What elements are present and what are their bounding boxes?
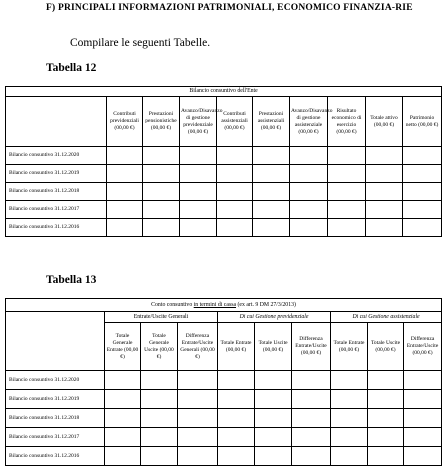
input-cell[interactable] [180,165,217,183]
input-cell[interactable] [105,428,141,447]
input-cell[interactable] [255,428,292,447]
col-header: Prestazioni assistenziali (00,00 €) [253,97,290,147]
col-header: Avanzo/Disavanzo di gestione previdenziale (00,00 €) [180,97,217,147]
input-cell[interactable] [290,147,328,165]
table-12-label: Tabella 12 [46,62,97,74]
input-cell[interactable] [143,219,180,237]
col-header: Totale Uscite (00,00 €) [255,323,292,371]
input-cell[interactable] [366,165,403,183]
input-cell[interactable] [143,165,180,183]
input-cell[interactable] [143,183,180,201]
input-cell[interactable] [368,371,404,390]
input-cell[interactable] [105,447,141,466]
input-cell[interactable] [178,390,218,409]
input-cell[interactable] [290,183,328,201]
input-cell[interactable] [328,165,366,183]
row-label: Bilancio consuntivo 31.12.2016 [6,219,107,237]
row-label: Bilancio consuntivo 31.12.2017 [6,428,105,447]
col-header: Avanzo/Disavanzo di gestione assistenziale (00,00 €) [290,97,328,147]
table-row [6,371,442,390]
input-cell[interactable] [107,201,143,219]
input-cell[interactable] [217,183,253,201]
input-cell[interactable] [217,165,253,183]
table-13 [5,298,442,466]
col-header: Risultato economico di esercizio (00,00 €) [328,97,366,147]
instruction-text: Compilare le seguenti Tabelle. [70,37,211,49]
input-cell[interactable] [404,447,442,466]
input-cell[interactable] [217,147,253,165]
table-13-title-pre: Conto consuntivo [151,301,194,308]
input-cell[interactable] [255,447,292,466]
col-header: Patrimonio netto (00,00 €) [403,97,442,147]
input-cell[interactable] [368,428,404,447]
input-cell[interactable] [253,219,290,237]
input-cell[interactable] [105,390,141,409]
table-12 [5,86,442,237]
input-cell[interactable] [331,447,368,466]
input-cell[interactable] [143,147,180,165]
input-cell[interactable] [366,201,403,219]
input-cell[interactable] [178,447,218,466]
row-label: Bilancio consuntivo 31.12.2018 [6,183,107,201]
col-header: Differenza Entrate/Uscite (00,00 €) [292,323,331,371]
input-cell[interactable] [141,390,178,409]
input-cell[interactable] [290,165,328,183]
input-cell[interactable] [253,201,290,219]
input-cell[interactable] [328,201,366,219]
table-row [6,447,442,466]
input-cell[interactable] [331,390,368,409]
input-cell[interactable] [141,447,178,466]
input-cell[interactable] [253,147,290,165]
group-header: Di cui Gestione assistenziale [331,312,442,323]
table-13-title-post: (ex art. 9 DM 27/3/2013) [236,301,296,308]
col-header: Differenza Entrate/Uscite Generali (00,00 €) [178,323,218,371]
row-label: Bilancio consuntivo 31.12.2017 [6,201,107,219]
col-header: Totale Entrate (00,00 €) [218,323,255,371]
input-cell[interactable] [403,165,442,183]
input-cell[interactable] [366,147,403,165]
col-header: Contributi assistenziali (00,00 €) [217,97,253,147]
table-row [6,219,442,237]
input-cell[interactable] [403,147,442,165]
input-cell[interactable] [292,409,331,428]
input-cell[interactable] [255,409,292,428]
row-label: Bilancio consuntivo 31.12.2020 [6,147,107,165]
input-cell[interactable] [328,183,366,201]
input-cell[interactable] [107,183,143,201]
input-cell[interactable] [366,219,403,237]
col-header: Contributi previdenziali (00,00 €) [107,97,143,147]
input-cell[interactable] [105,409,141,428]
input-cell[interactable] [368,409,404,428]
input-cell[interactable] [292,428,331,447]
input-cell[interactable] [331,371,368,390]
input-cell[interactable] [404,390,442,409]
input-cell[interactable] [217,219,253,237]
input-cell[interactable] [404,409,442,428]
input-cell[interactable] [218,428,255,447]
input-cell[interactable] [141,371,178,390]
input-cell[interactable] [180,147,217,165]
table-row [6,390,442,409]
input-cell[interactable] [292,447,331,466]
input-cell[interactable] [328,147,366,165]
col-header: Prestazioni pensionistiche (00,00 €) [143,97,180,147]
row-label: Bilancio consuntivo 31.12.2018 [6,409,105,428]
input-cell[interactable] [253,165,290,183]
table-row [6,147,442,165]
table-row [6,428,442,447]
table-13-title-underlined: in termini di cassa [193,301,237,308]
input-cell[interactable] [107,219,143,237]
row-label: Bilancio consuntivo 31.12.2019 [6,390,105,409]
input-cell[interactable] [180,201,217,219]
input-cell[interactable] [218,409,255,428]
table-12-title: Bilancio consuntivo dell'Ente [189,88,258,94]
input-cell[interactable] [178,428,218,447]
col-header: Totale Generale Entrate (00,00 €) [105,323,141,371]
input-cell[interactable] [255,390,292,409]
input-cell[interactable] [331,428,368,447]
group-header: Entrate/Uscite Generali [105,312,218,323]
input-cell[interactable] [218,447,255,466]
input-cell[interactable] [105,371,141,390]
row-label: Bilancio consuntivo 31.12.2020 [6,371,105,390]
input-cell[interactable] [180,183,217,201]
input-cell[interactable] [366,183,403,201]
input-cell[interactable] [404,371,442,390]
input-cell[interactable] [403,219,442,237]
table-row [6,409,442,428]
input-cell[interactable] [218,390,255,409]
input-cell[interactable] [178,371,218,390]
col-header: Differenza Entrate/Uscite (00,00 €) [404,323,442,371]
input-cell[interactable] [218,371,255,390]
input-cell[interactable] [255,371,292,390]
input-cell[interactable] [403,201,442,219]
table-13-corner [6,312,105,371]
input-cell[interactable] [290,201,328,219]
input-cell[interactable] [292,371,331,390]
input-cell[interactable] [141,428,178,447]
input-cell[interactable] [368,447,404,466]
section-title: F) PRINCIPALI INFORMAZIONI PATRIMONIALI, ECONOMICO FINANZIA-RIE [46,3,413,13]
input-cell[interactable] [403,183,442,201]
input-cell[interactable] [292,390,331,409]
input-cell[interactable] [141,409,178,428]
table-row [6,201,442,219]
input-cell[interactable] [368,390,404,409]
table-13-title [6,299,442,312]
input-cell[interactable] [331,409,368,428]
input-cell[interactable] [217,201,253,219]
table-12-corner [6,97,107,147]
row-label: Bilancio consuntivo 31.12.2016 [6,447,105,466]
col-header: Totale Uscite (00,00 €) [368,323,404,371]
input-cell[interactable] [253,183,290,201]
table-13-label: Tabella 13 [46,274,97,286]
input-cell[interactable] [107,165,143,183]
table-row [6,183,442,201]
input-cell[interactable] [180,219,217,237]
input-cell[interactable] [290,219,328,237]
input-cell[interactable] [107,147,143,165]
input-cell[interactable] [143,201,180,219]
input-cell[interactable] [178,409,218,428]
input-cell[interactable] [404,428,442,447]
col-header: Totale Generale Uscite (00,00 €) [141,323,178,371]
col-header: Totale Entrate (00,00 €) [331,323,368,371]
col-header: Totale attivo (00,00 €) [366,97,403,147]
row-label: Bilancio consuntivo 31.12.2019 [6,165,107,183]
table-row [6,165,442,183]
group-header: Di cui Gestione previdenziale [218,312,331,323]
input-cell[interactable] [328,219,366,237]
